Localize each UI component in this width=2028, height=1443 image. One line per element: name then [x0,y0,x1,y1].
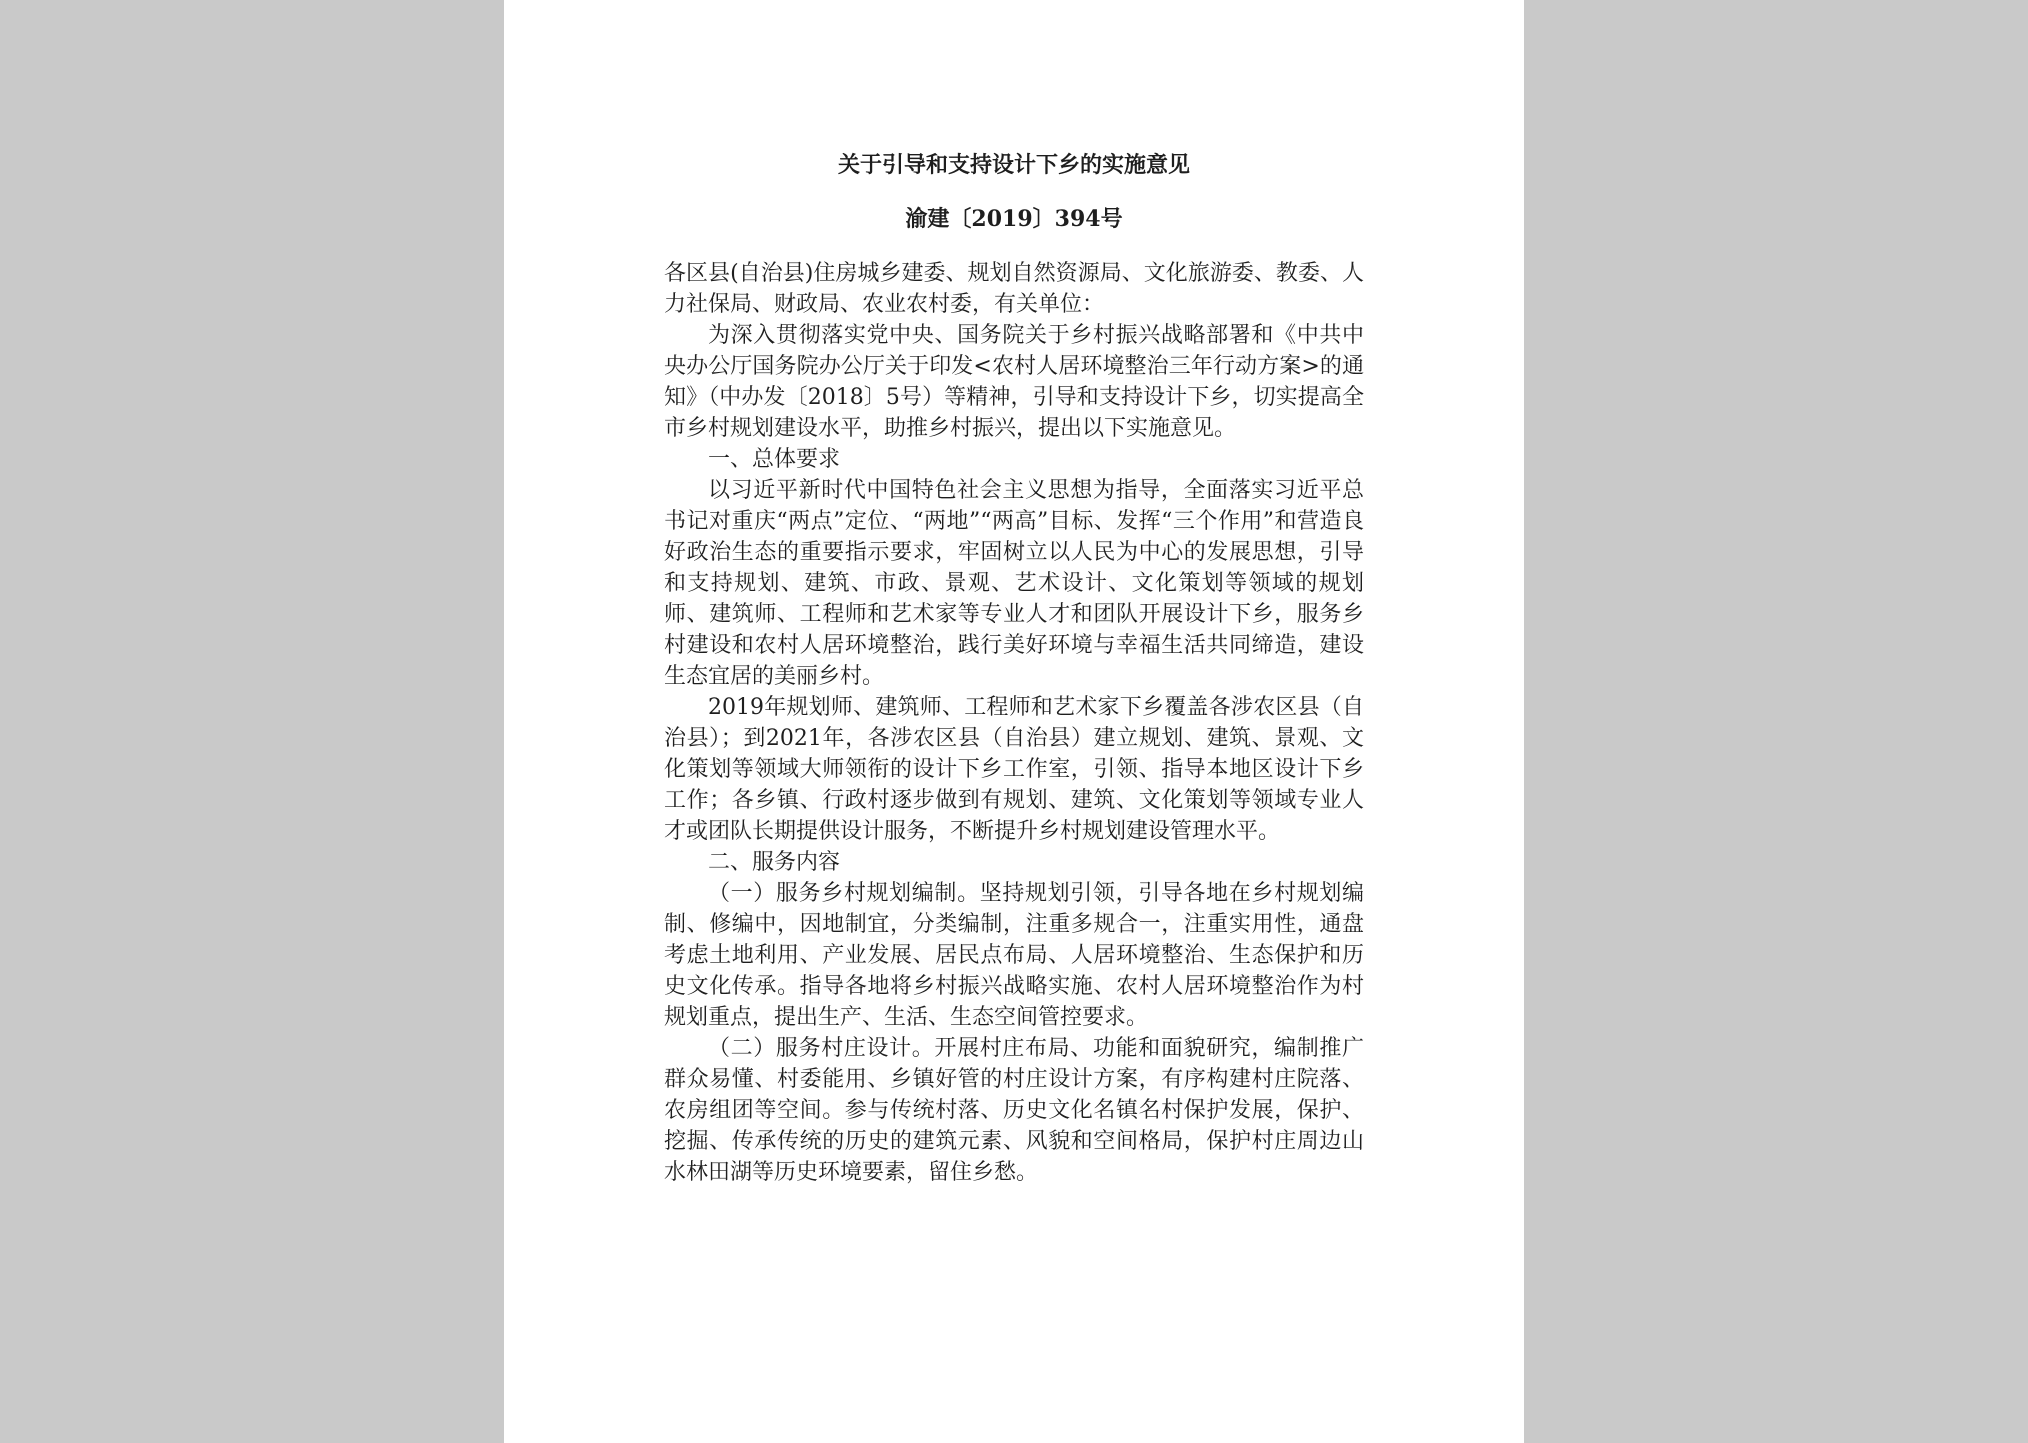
section1-paragraph-2: 2019年规划师、建筑师、工程师和艺术家下乡覆盖各涉农区县（自治县）；到2021年，各涉农区县（自治县）建立规划、建筑、景观、文化策划等领域大师领衔的设计下乡工作室，引领、指导本地区设计下乡工作；各乡镇、行政村逐步做到有规划、建筑、文化策划等领域专业人才或团队长期提供设计服务，不断提升乡村规划建设管理水平。 [664,695,1364,844]
section1-paragraph-1: 以习近平新时代中国特色社会主义思想为指导，全面落实习近平总书记对重庆“两点”定位、“两地”“两高”目标、发挥“三个作用”和营造良好政治生态的重要指示要求，牢固树立以人民为中心的发展思想，引导和支持规划、建筑、市政、景观、艺术设计、文化策划等领域的规划师、建筑师、工程师和艺术家等专业人才和团队开展设计下乡，服务乡村建设和农村人居环境整治，践行美好环境与幸福生活共同缔造，建设生态宜居的美丽乡村。 [664,478,1364,689]
document-number: 渝建〔2019〕394号 [905,206,1123,232]
section2-paragraph-1: （一）服务乡村规划编制。坚持规划引领，引导各地在乡村规划编制、修编中，因地制宜，分类编制，注重多规合一，注重实用性，通盘考虑土地利用、产业发展、居民点布局、人居环境整治、生态保护和历史文化传承。指导各地将乡村振兴战略实施、农村人居环境整治作为村规划重点，提出生产、生活、生态空间管控要求。 [664,881,1364,1030]
section-heading-service-content: 二、服务内容 [708,850,841,875]
section-heading-general-requirements: 一、总体要求 [708,447,841,472]
document-body [664,148,1364,1188]
addressee-paragraph: 各区县(自治县)住房城乡建委、规划自然资源局、文化旅游委、教委、人力社保局、财政局、农业农村委，有关单位： [664,261,1364,317]
section2-paragraph-2: （二）服务村庄设计。开展村庄布局、功能和面貌研究，编制推广群众易懂、村委能用、乡镇好管的村庄设计方案，有序构建村庄院落、农房组团等空间。参与传统村落、历史文化名镇名村保护发展，保护、挖掘、传承传统的历史的建筑元素、风貌和空间格局，保护村庄周边山水林田湖等历史环境要素，留住乡愁。 [664,1036,1364,1185]
intro-paragraph: 为深入贯彻落实党中央、国务院关于乡村振兴战略部署和《中共中央办公厅国务院办公厅关于印发<农村人居环境整治三年行动方案>的通知》（中办发〔2018〕5号）等精神，引导和支持设计下乡，切实提高全市乡村规划建设水平，助推乡村振兴，提出以下实施意见。 [664,323,1364,441]
document-title: 关于引导和支持设计下乡的实施意见 [837,152,1190,178]
document-page [504,0,1524,1443]
